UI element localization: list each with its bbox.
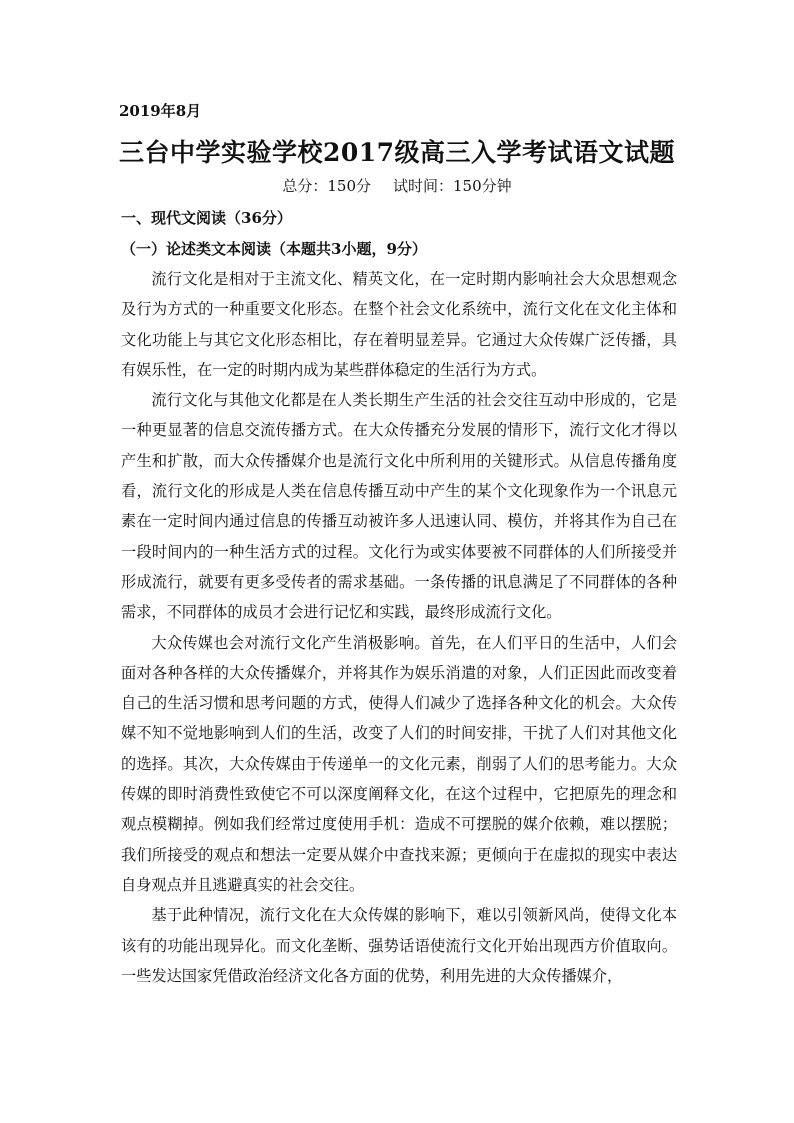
exam-title: 三台中学实验学校2017级高三入学考试语文试题 bbox=[118, 138, 676, 167]
total-score: 总分：150分 bbox=[282, 177, 371, 195]
exam-meta bbox=[0, 175, 794, 196]
paragraph-1: 流行文化是相对于主流文化、精英文化，在一定时期内影响社会大众思想观念及行为方式的一种重要文化形态。在整个社会文化系统中，流行文化在文化主体和文化功能上与其它文化形态相比，存在着明显差异。它通过大众传媒广泛传播，具有娱乐性，在一定的时期内成为某些群体稳定的生活行为方式。 bbox=[121, 270, 677, 379]
subsection-heading: （一）论述类文本阅读（本题共3小题，9分） bbox=[121, 240, 427, 258]
paragraph-2: 流行文化与其他文化都是在人类长期生产生活的社会交往互动中形成的，它是一种更显著的信息交流传播方式。在大众传播充分发展的情形下，流行文化才得以产生和扩散，而大众传播媒介也是流行文化中所利用的关键形式。从信息传播角度看，流行文化的形成是人类在信息传播互动中产生的某个文化现象作为一个讯息元素在一定时间内通过信息的传播互动被许多人迅速认同、模仿，并将其作为自己在一段时间内的一种生活方式的过程。文化行为或实体要被不同群体的人们所接受并形成流行，就要有更多受传者的需求基础。一条传播的讯息满足了不同群体的各种需求，不同群体的成员才会进行记忆和实践，最终形成流行文化。 bbox=[121, 391, 677, 622]
paragraph-3: 大众传媒也会对流行文化产生消极影响。首先，在人们平日的生活中，人们会面对各种各样的大众传播媒介，并将其作为娱乐消遣的对象，人们正因此而改变着自己的生活习惯和思考问题的方式，使得人们减少了选择各种文化的机会。大众传媒不知不觉地影响到人们的生活，改变了人们的时间安排，干扰了人们对其他文化的选择。其次，大众传媒由于传递单一的文化元素，削弱了人们的思考能力。大众传媒的即时消费性致使它不可以深度阐释文化，在这个过程中，它把原先的理念和观点模糊掉。例如我们经常过度使用手机：造成不可摆脱的媒介依赖，难以摆脱；我们所接受的观点和想法一定要从媒介中查找来源；更倾向于在虚拟的现实中表达自身观点并且逃避真实的社会交往。 bbox=[121, 633, 677, 894]
reading-passage bbox=[121, 264, 677, 991]
section-heading: 一、现代文阅读（36分） bbox=[121, 209, 292, 227]
exam-date: 2019年8月 bbox=[119, 102, 202, 120]
paragraph-4: 基于此种情况，流行文化在大众传媒的影响下，难以引领新风尚，使得文化本该有的功能出现异化。而文化垄断、强势话语使流行文化开始出现西方价值取向。一些发达国家凭借政治经济文化各方面的优势，利用先进的大众传播媒介， bbox=[121, 906, 677, 985]
exam-time: 试时间：150分钟 bbox=[393, 177, 512, 195]
